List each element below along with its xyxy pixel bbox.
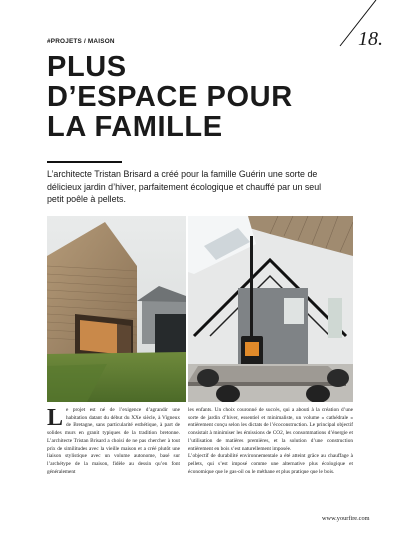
body-column-1: [47, 407, 180, 476]
body-column-1-text: e projet est né de l’exigence d’agrandir une habitation datant du début du XXe siècle, à Vigneux de Bretagne, sans particularité esthétique, à part de solides murs en granit typiques de la tradition bretonne. L’architecte Tristan Brisard a choisi de ne pas chercher à tout prix de similitudes avec la vieille maison et a créé plutôt une liaison stylistique avec un volume autonome, basé sur l’archétype de la maison, fidèle au dessin qu’en font généralement: [47, 407, 180, 475]
lede-paragraph: L’architecte Tristan Brisard a créé pour la famille Guérin une sorte de délicieux jardin d’hiver, parfaitement écologique et chauffé par un seul petit poêle à pellets.: [47, 169, 322, 205]
title-rule: [47, 161, 122, 163]
drop-cap: L: [47, 405, 64, 431]
body-column-2-paragraph-1: les enfants. Un choix couronné de succès, qui a abouti à la création d’une sorte de jardin d’hiver, essentiel et minimaliste, un volume « cathédrale » entièrement conçu selon les dictats de l’écoconstruction. Le principal objectif consistait à minimiser les émissions de CO2, les consommations d’énergie et l’utilisation de matières premières, et la solution d’une construction entièrement en bois s’est naturellement imposée.: [188, 407, 353, 452]
house-exterior-photo: [47, 216, 186, 402]
page-number: 18.: [358, 28, 383, 50]
interior-stove-photo: [188, 216, 353, 402]
title-line-1: PLUS: [47, 51, 127, 83]
body-column-2: [188, 407, 353, 476]
section-kicker: #PROJETS / MAISON: [47, 38, 115, 45]
footer-url[interactable]: www.yourfire.com: [322, 515, 370, 522]
title-line-3: LA FAMILLE: [47, 111, 223, 143]
title-line-2: D’ESPACE POUR: [47, 81, 293, 113]
article-title: [47, 52, 347, 142]
body-column-2-paragraph-2: L’objectif de durabilité environnementale a été atteint grâce au chauffage à pellets, qui s’est imposé comme une alternative plus écologique et économique que le gas-oil ou le méthane et plus pratique que le bois.: [188, 453, 353, 475]
